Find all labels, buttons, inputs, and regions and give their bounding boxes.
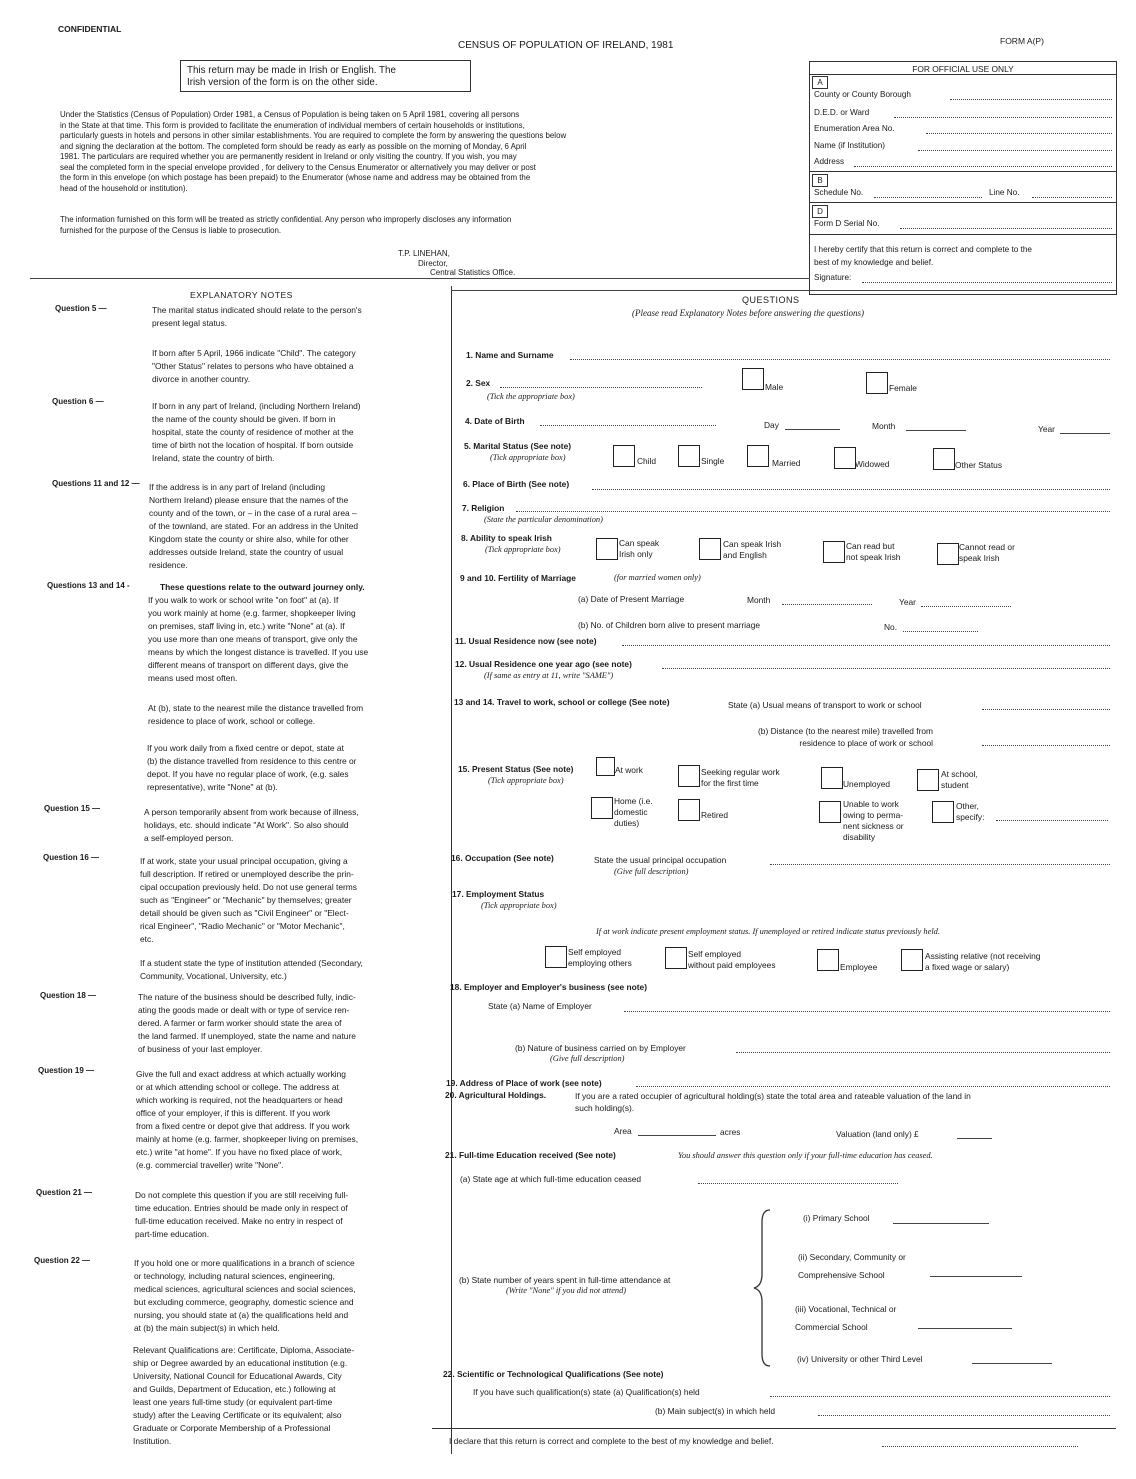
q5-hint: (Tick appropriate box) [490,453,566,462]
qualifications-field[interactable] [770,1396,1110,1397]
questions-divider [451,290,1116,291]
q22-label: 22. Scientific or Technological Qualifications (See note) [443,1369,664,1379]
column-divider [451,286,452,1454]
year-field[interactable] [1060,433,1110,434]
q17-label: 17. Employment Status [452,889,545,899]
confidentiality-paragraph: The information furnished on this form will be treated as strictly confidential. Any person who improperly discloses any information furnished for the purpose of the Census is liable to prosecution. [60,215,512,235]
q18b-label: (b) Nature of business carried on by Employer [515,1043,686,1053]
child-label: Child [637,456,657,466]
other-specify-checkbox[interactable] [932,801,954,823]
education-ceased-age-field[interactable] [698,1183,898,1184]
area-field[interactable] [638,1135,716,1136]
q6-label: 6. Place of Birth (See note) [463,479,570,489]
assisting-relative-label: Assisting relative (not receiving a fixed wage or salary) [925,951,1041,972]
ea-label: Enumeration Area No. [814,124,895,133]
note-q15-label: Question 15 — [44,804,101,813]
note-q13-text: If you walk to work or school write "on foot" at (a). If you work mainly at home (e.g. farmer, shopkeeper living on premises, staff living in, etc.) write "None" at (a). If you use more than one means of transport, give only the means by which the longest distance is travelled. If you use different means of transport on different days, give the means used most often. [148,595,369,683]
note-q19-label: Question 19 — [38,1066,95,1075]
occupation-field[interactable] [770,864,1110,865]
q5-label: 5. Marital Status (See note) [464,441,572,451]
official-use-box [809,61,1117,295]
student-label: At school, student [941,769,978,790]
q21a-label: (a) State age at which full-time education ceased [460,1174,642,1184]
q4-label: 4. Date of Birth [465,416,525,426]
q8-hint: (Tick appropriate box) [485,545,561,554]
note-q13-label: Questions 13 and 14 - [47,581,130,590]
q9a-month-label: Month [747,595,771,605]
certify-text: I hereby certify that this return is correct and complete to the best of my knowledge and belief. [814,245,1032,267]
month-label: Month [872,421,896,431]
valuation-field[interactable] [957,1138,992,1139]
q9b-label: (b) No. of Children born alive to present marriage [578,620,761,630]
q18-label: 18. Employer and Employer's business (see note) [450,982,648,992]
confidential-label: CONFIDENTIAL [58,24,122,34]
q2-hint: (Tick the appropriate box) [487,392,575,401]
q9a-year-label: Year [899,597,916,607]
section-b-label: B [812,174,828,187]
transport-field[interactable] [982,709,1110,710]
employee-checkbox[interactable] [817,949,839,971]
note-q19-text: Give the full and exact address at which actually working or at which attending school or college. The address at which working is required, not the headquarters or head office of your employer, if this is different. If you work from a fixed centre or depot give that address. If you work mainly at home (e.g. farmer, shopkeeper living on premises, etc.) write "at home". If you have no fixed place of work, (e.g. commercial traveller) write "None". [136,1069,359,1170]
note-q16-label: Question 16 — [43,853,100,862]
other-status-label: Other Status [955,460,1003,470]
declaration-text: I declare that this return is correct and complete to the best of my knowledge and belief. [449,1436,774,1446]
note-q16-text-2: If a student state the type of institution attended (Secondary, Community, Vocational, University, etc.) [140,958,363,981]
q9-hint: (for married women only) [614,573,701,582]
day-field[interactable] [785,429,840,430]
form-title: CENSUS OF POPULATION OF IRELAND, 1981 [458,40,674,51]
q16-label: 16. Occupation (See note) [451,853,554,863]
irish-only-label: Can speak Irish only [619,538,660,559]
q9a-label: (a) Date of Present Marriage [578,594,685,604]
subjects-field[interactable] [818,1415,1110,1416]
q7-label: 7. Religion [462,503,505,513]
unable-to-work-label: Unable to work owing to perma- nent sickness or disability [843,799,904,842]
work-address-field[interactable] [636,1086,1110,1087]
note-q22-text: If you hold one or more qualifications in a branch of science or technology, including natural sciences, engineering, medical sciences, agricultural sciences and social sciences, but excluding commerce, geography, domestic science and nursing, you should state at (a) the qualifications held and at (b) the main subject(s) in which held. [134,1258,356,1333]
widowed-checkbox[interactable] [834,447,856,469]
cannot-speak-checkbox[interactable] [937,543,959,565]
q21b-label: (b) State number of years spent in full-time attendance at [459,1275,671,1285]
unemployed-checkbox[interactable] [821,767,843,789]
area-label: Area [614,1126,632,1136]
q20-label: 20. Agricultural Holdings. [445,1090,547,1100]
years-brace [750,1208,774,1368]
home-duties-checkbox[interactable] [591,797,613,819]
female-label: Female [889,383,917,393]
primary-school-label: (i) Primary School [803,1213,870,1223]
note-q22-label: Question 22 — [34,1256,91,1265]
q17-hint: (Tick appropriate box) [481,901,557,910]
section-a-label: A [812,76,828,89]
q13-label: 13 and 14. Travel to work, school or college (See note) [454,697,670,707]
unable-to-work-checkbox[interactable] [819,801,841,823]
irish-english-checkbox[interactable] [699,538,721,560]
schedule-label: Schedule No. [814,188,864,197]
q21-hint: You should answer this question only if your full-time education has ceased. [678,1151,933,1160]
self-employed-none-checkbox[interactable] [665,947,687,969]
q19-label: 19. Address of Place of work (see note) [446,1078,602,1088]
q9-label: 9 and 10. Fertility of Marriage [460,573,576,583]
q8-label: 8. Ability to speak Irish [461,533,552,543]
day-label: Day [764,420,779,430]
q18b-hint: (Give full description) [550,1054,625,1063]
q16-hint: (Give full description) [614,867,689,876]
self-employed-none-label: Self employed without paid employees [688,949,776,970]
q7-hint: (State the particular denomination) [484,515,603,524]
declaration-signature-field[interactable] [882,1446,1078,1447]
single-label: Single [701,456,725,466]
serial-label: Form D Serial No. [814,219,880,228]
institution-field[interactable] [918,150,1112,151]
place-of-birth-field[interactable] [592,489,1110,490]
child-checkbox[interactable] [613,445,635,467]
name-field[interactable] [570,359,1110,360]
children-count-field[interactable] [903,631,978,632]
other-specify-label: Other, specify: [956,801,985,822]
q12-label: 12. Usual Residence one year ago (see note) [455,659,632,669]
distance-field[interactable] [982,745,1110,746]
q22a-label: If you have such qualification(s) state (a) Qualification(s) held [473,1387,700,1397]
at-work-checkbox[interactable] [596,757,615,776]
irish-only-checkbox[interactable] [596,538,618,560]
student-checkbox[interactable] [917,769,939,791]
questions-subheading: (Please read Explanatory Notes before answering the questions) [632,308,865,318]
ded-label: D.E.D. or Ward [814,108,870,117]
read-not-speak-label: Can read but not speak Irish [846,541,901,562]
signatory-title: Director, [418,259,448,268]
employee-label: Employee [840,962,878,972]
intro-paragraph: Under the Statistics (Census of Population) Order 1981, a Census of Population is being taken on 5 April 1981, covering all persons in the State at that time. This form is provided to facilitate the enumeration of individual members of certain households or institutions, particularly guests in hotels and persons in other similar establishments. You are required to complete the form by answering the questions below and signing the declaration at the bottom. The completed form should be ready as early as possible on the morning of Monday, 6 April 1981. The particulars are required whether you are permanently resident in Ireland or only visiting the country. If you wish, you may seal the completed form in the special envelope provided , for delivery to the Census Enumerator or alternatively you may deliver or post the form in this envelope (on which postage has been prepaid) to the Enumerator (whose name and address may be obtained from the head of the household or institution). [60,110,567,193]
month-field[interactable] [906,430,966,431]
form-id: FORM A(P) [1000,36,1044,46]
business-nature-field[interactable] [736,1052,1110,1053]
note-q6-text: If born in any part of Ireland, (including Northern Ireland) the name of the county should be given. If born in hospital, state the county of residence of mother at the time of birth not the location of hospital. If born outside Ireland, state the country of birth. [152,401,361,463]
q21b-hint: (Write "None" if you did not attend) [506,1286,627,1295]
irish-english-label: Can speak Irish and English [723,539,782,560]
sex-leader [500,387,702,388]
note-q18-label: Question 18 — [40,991,97,1000]
institution-label: Name (if Institution) [814,141,885,150]
questions-heading: QUESTIONS [742,295,800,305]
q2-label: 2. Sex [466,378,491,388]
secondary-school-field[interactable] [930,1276,1022,1277]
q15-label: 15. Present Status (See note) [458,764,574,774]
signatory-office: Central Statistics Office. [430,268,516,277]
read-not-speak-checkbox[interactable] [823,541,845,563]
note-q11-label: Questions 11 and 12 — [52,479,140,488]
self-employed-others-label: Self employed employing others [568,947,632,968]
widowed-label: Widowed [855,459,890,469]
note-q6-label: Question 6 — [52,397,104,406]
q12-hint: (If same as entry at 11, write "SAME") [484,671,614,680]
note-q18-text: The nature of the business should be described fully, indic- ating the goods made or dealt with or type of service ren- dered. A farmer or farm worker should state the area of the land farmed. If unemployed, state the name and nature of business of your last employer. [138,992,356,1054]
official-signature-field[interactable] [862,282,1112,283]
q17-instruction: If at work indicate present employment status. If unemployed or retired indicate status previously held. [596,927,940,936]
signatory-name: T.P. LINEHAN, [398,249,450,258]
q9b-no-label: No. [884,622,898,632]
official-heading: FOR OFFICIAL USE ONLY [912,64,1014,74]
section-d-label: D [812,205,828,218]
university-field[interactable] [972,1363,1052,1364]
declaration-divider [432,1428,1116,1429]
note-q21-label: Question 21 — [36,1188,93,1197]
q15-hint: (Tick appropriate box) [488,776,564,785]
signature-label: Signature: [814,273,852,282]
ea-field[interactable] [926,133,1112,134]
married-checkbox[interactable] [747,445,769,467]
retired-label: Retired [701,810,728,820]
ded-field[interactable] [894,117,1112,118]
valuation-label: Valuation (land only) £ [836,1129,919,1139]
residence-year-ago-field[interactable] [662,668,1110,669]
county-label: County or County Borough [814,90,911,99]
note-q11-text: If the address is in any part of Ireland (including Northern Ireland) please ensure that the names of the county and of the town, or – in the case of a rural area – of the townland, are stated. For an address in the United Kingdom state the county or shire also, while for other addresses outside Ireland, state the country of usual residence. [149,482,359,570]
q18a-label: State (a) Name of Employer [488,1001,592,1011]
unemployed-label: Unemployed [843,779,891,789]
marriage-year-field[interactable] [921,606,1011,607]
note-q5-text: The marital status indicated should relate to the person's present legal status. [152,305,362,328]
address-label: Address [814,157,845,166]
q20-text: If you are a rated occupier of agricultural holding(s) state the total area and rateable valuation of the land in such holding(s). [575,1091,971,1113]
self-employed-others-checkbox[interactable] [545,946,567,968]
retired-checkbox[interactable] [678,799,700,821]
note-q15-text: A person temporarily absent from work because of illness, holidays, etc. should indicate "At Work". So also should a self-employed person. [144,807,359,843]
secondary-school-label: (ii) Secondary, Community or Comprehensive School [798,1252,906,1280]
q16-state-label: State the usual principal occupation [594,855,727,865]
notes-heading: EXPLANATORY NOTES [190,290,293,300]
note-q16-text: If at work, state your usual principal occupation, giving a full description. If retired or unemployed describe the prin- cipal occupation previously held. Do not use general terms such as "Engineer" or "Mechanic" by themselves; greater detail should be given such as "Civil Engineer" or "Elect- rical Engineer", "Radio Mechanic" or "Motor Mechanic", etc. [140,856,357,944]
male-checkbox[interactable] [742,368,764,390]
male-label: Male [765,382,784,392]
line-no-label: Line No. [989,188,1020,197]
note-q5-label: Question 5 — [55,304,107,313]
q13a-label: State (a) Usual means of transport to work or school [728,700,922,710]
note-q13-lead: These questions relate to the outward journey only. [160,582,365,592]
q13b-label: (b) Distance (to the nearest mile) travelled from residence to place of work or school [758,726,934,748]
address-field[interactable] [854,166,1112,167]
seeking-work-label: Seeking regular work for the first time [701,767,780,788]
language-note: This return may be made in Irish or English. The Irish version of the form is on the other side. [180,60,471,92]
year-label: Year [1038,424,1055,434]
religion-field[interactable] [516,511,1110,512]
q11-label: 11. Usual Residence now (see note) [455,636,597,646]
q1-label: 1. Name and Surname [466,350,554,360]
note-q21-text: Do not complete this question if you are still receiving full- time education. Entries should be made only in respect of full-time education received. Make no entry in respect of part-time education. [135,1190,349,1239]
section-divider [30,278,810,279]
note-q13-text-2: At (b), state to the nearest mile the distance travelled from residence to place of work, school or college. [148,703,364,726]
line-no-field[interactable] [1032,197,1112,198]
note-q5-text-2: If born after 5 April, 1966 indicate "Child". The category "Other Status" relates to persons who have obtained a divorce in another country. [152,348,356,384]
other-specify-field[interactable] [996,820,1108,821]
primary-school-field[interactable] [893,1223,989,1224]
seeking-work-checkbox[interactable] [678,765,700,787]
vocational-school-label: (iii) Vocational, Technical or Commercial School [795,1304,897,1332]
other-status-checkbox[interactable] [933,448,955,470]
dob-leader [540,425,716,426]
schedule-field[interactable] [874,197,982,198]
marriage-month-field[interactable] [782,604,872,605]
usual-residence-field[interactable] [622,645,1110,646]
vocational-school-field[interactable] [918,1328,1012,1329]
serial-field[interactable] [900,228,1112,229]
note-q13-text-3: If you work daily from a fixed centre or depot, state at (b) the distance travelled from residence to this centre or depot. If you have no regular place of work, (e.g. sales representative), write "None" at (b). [147,743,357,792]
note-q22-text-2: Relevant Qualifications are: Certificate, Diploma, Associate- ship or Degree awarded by an educational institution (e.g. University, National Council for Educational Awards, City and Guilds, Department of Education, etc.) following at least one years full-time study (or equivalent part-time study) after the Leaving Certificate or its equivalent; also Graduate or Corporate Membership of a Professional Institution. [133,1345,355,1446]
married-label: Married [772,458,801,468]
university-label: (iv) University or other Third Level [797,1354,923,1364]
acres-label: acres [720,1127,741,1137]
q22b-label: (b) Main subject(s) in which held [655,1406,776,1416]
single-checkbox[interactable] [678,445,700,467]
county-field[interactable] [950,99,1112,100]
at-work-label: At work [615,765,643,775]
cannot-speak-label: Cannot read or speak Irish [959,542,1015,563]
employer-name-field[interactable] [624,1011,1110,1012]
assisting-relative-checkbox[interactable] [901,949,923,971]
home-duties-label: Home (i.e. domestic duties) [614,796,653,828]
female-checkbox[interactable] [866,372,888,394]
q21-label: 21. Full-time Education received (See note) [445,1150,616,1160]
